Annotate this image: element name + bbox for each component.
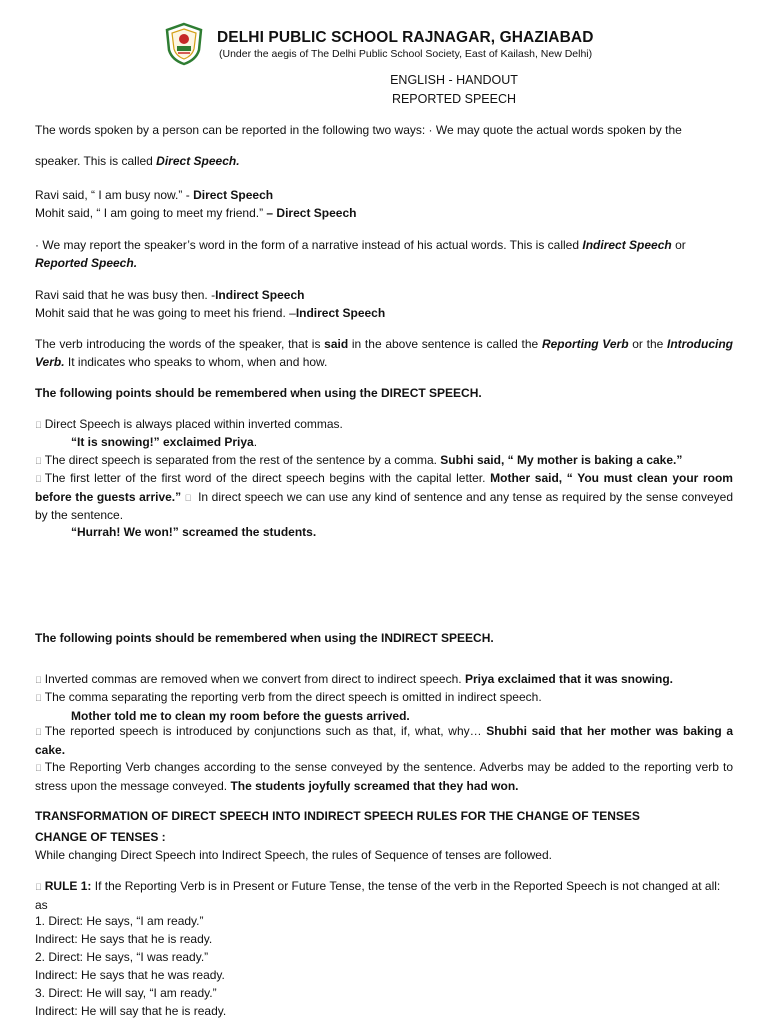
- direct-point-1: [35, 416, 733, 434]
- rule-1-example-1-indirect: Indirect: He says that he is ready.: [35, 932, 213, 946]
- indirect-point-1-example: Priya exclaimed that it was snowing.: [458, 672, 667, 686]
- indirect-example-2-text: Mohit said that he was going to meet his friend. –: [35, 306, 296, 320]
- direct-example-2-label: – Direct Speech: [266, 206, 357, 220]
- intro-line-2-text: speaker. This is called: [35, 154, 157, 168]
- topic-title: REPORTED SPEECH: [391, 92, 517, 106]
- rule-1-example-3-indirect: Indirect: He will say that he is ready.: [35, 1004, 227, 1018]
- direct-speech-term: Direct Speech.: [156, 154, 240, 168]
- direct-example-1-text: Ravi said, “ I am busy now.” -: [35, 188, 194, 202]
- rule-1-text: If the Reporting Verb is in Present or Future Tense, the tense of the verb in the Reported Speech is not changed at all: as: [84, 879, 730, 893]
- reported-speech-term: Reported Speech.: [35, 255, 138, 270]
- direct-point-3: [35, 470, 733, 525]
- indirect-intro-text: · We may report the speaker’s word in the form of a narrative instead of his actual words. This is called: [35, 238, 583, 252]
- school-aegis: (Under the aegis of The Delhi Public School Society, East of Kailash, New Delhi): [219, 48, 593, 60]
- indirect-point-2-example-text: Mother told me to clean my room before the guests arrived.: [71, 709, 410, 723]
- direct-example-1-label: Direct Speech: [193, 188, 274, 202]
- rule-1: [35, 878, 733, 914]
- transformation-heading: TRANSFORMATION OF DIRECT SPEECH INTO INDIRECT SPEECH RULES FOR THE CHANGE OF TENSES: [35, 809, 640, 823]
- bullet-icon: [35, 474, 42, 484]
- indirect-example-1-label: Indirect Speech: [215, 288, 305, 302]
- indirect-point-3-example: Shubhi said that her mother was baking a cake.: [462, 724, 733, 738]
- reporting-verb-text-3: or the: [628, 337, 668, 351]
- intro-line-1: The words spoken by a person can be reported in the following two ways: · We may quote the actual words spoken by the: [35, 123, 682, 137]
- rule-1-example-2-direct: 2. Direct: He says, “I was ready.”: [35, 950, 209, 964]
- bullet-icon: [35, 456, 42, 466]
- direct-point-2-example: Subhi said, “ My mother is baking a cake.”: [433, 453, 676, 467]
- school-logo-icon: [164, 22, 204, 66]
- indirect-point-3-text: The reported speech is introduced by conjunctions such as that, if, what, why…: [38, 724, 463, 738]
- bullet-icon: [35, 420, 42, 430]
- school-name: DELHI PUBLIC SCHOOL RAJNAGAR, GHAZIABAD: [217, 29, 594, 46]
- indirect-intro-or: or: [671, 238, 686, 252]
- indirect-speech-term: Indirect Speech: [582, 238, 672, 252]
- direct-example-2-text: Mohit said, “ I am going to meet my friend.”: [35, 206, 267, 220]
- direct-point-4-text: In direct speech we can use any kind of sentence and any tense as required by the sense conveyed by the sentence.: [35, 489, 733, 522]
- direct-point-4-example: [35, 524, 733, 541]
- bullet-icon: [35, 727, 42, 737]
- direct-example-2: [35, 205, 733, 222]
- handout-title: ENGLISH - HANDOUT: [390, 73, 518, 87]
- indirect-point-1-text: Inverted commas are removed when we convert from direct to indirect speech.: [38, 672, 459, 686]
- rule-1-example-1-direct: 1. Direct: He says, “I am ready.”: [35, 914, 204, 928]
- direct-point-4-example-text: “Hurrah! We won!” screamed the students.: [71, 525, 317, 539]
- indirect-point-3: [35, 723, 733, 759]
- indirect-point-1: [35, 671, 733, 689]
- indirect-point-4-example: The students joyfully screamed that they had won.: [230, 778, 519, 793]
- bullet-icon: [35, 763, 42, 773]
- change-of-tenses-heading: CHANGE OF TENSES :: [35, 830, 166, 844]
- direct-point-2-text: The direct speech is separated from the rest of the sentence by a comma.: [38, 453, 434, 467]
- reporting-verb-text-1: The verb introducing the words of the speaker, that is: [35, 337, 325, 351]
- direct-point-1-example: [35, 434, 733, 451]
- reporting-verb-text-4: It indicates who speaks to whom, when and how.: [64, 354, 328, 369]
- reporting-verb-term: Reporting Verb: [541, 337, 629, 351]
- reporting-verb-text-2: in the above sentence is called the: [348, 337, 542, 351]
- bullet-icon: [35, 675, 42, 685]
- direct-point-2: [35, 452, 733, 470]
- change-of-tenses-text: While changing Direct Speech into Indirect Speech, the rules of Sequence of tenses are followed.: [35, 848, 552, 862]
- rule-1-label: RULE 1:: [38, 879, 85, 893]
- indirect-example-2: [35, 305, 733, 322]
- direct-point-1-example-dot: .: [253, 435, 258, 449]
- indirect-example-2-label: Indirect Speech: [295, 306, 386, 320]
- said-term: said: [324, 337, 349, 351]
- direct-speech-heading: The following points should be remembered when using the DIRECT SPEECH.: [35, 386, 482, 400]
- indirect-intro: [35, 237, 733, 272]
- indirect-point-2: [35, 689, 733, 707]
- direct-point-1-example-text: “It is snowing!” exclaimed Priya: [71, 435, 254, 449]
- indirect-example-1: [35, 287, 733, 304]
- indirect-example-1-text: Ravi said that he was busy then. -: [35, 288, 216, 302]
- direct-example-1: [35, 187, 733, 204]
- indirect-point-4: [35, 759, 733, 795]
- bullet-icon: [185, 493, 192, 503]
- rule-1-example-2-indirect: Indirect: He says that he was ready.: [35, 968, 225, 982]
- bullet-icon: [35, 882, 42, 892]
- direct-point-3-text: The first letter of the first word of the direct speech begins with the capital letter.: [38, 471, 489, 485]
- indirect-point-2-text: The comma separating the reporting verb from the direct speech is omitted in indirect speech.: [38, 690, 535, 704]
- bullet-icon: [35, 693, 42, 703]
- direct-point-3-example: Mother said, “ You must clean your room before the guests arrive.”: [35, 471, 733, 504]
- indirect-point-4-text: The Reporting Verb changes according to the sense conveyed by the sentence. Adverbs may be added to the reporting verb to stress upon the message conveyed.: [35, 760, 733, 793]
- intro-line-2: [35, 153, 733, 170]
- rule-1-example-3-direct: 3. Direct: He will say, “I am ready.”: [35, 986, 217, 1000]
- direct-point-1-text: Direct Speech is always placed within inverted commas.: [38, 417, 337, 431]
- introducing-verb-term: Introducing Verb.: [35, 337, 734, 369]
- indirect-speech-heading: The following points should be remembered when using the INDIRECT SPEECH.: [35, 631, 494, 645]
- reporting-verb-paragraph: [35, 336, 733, 371]
